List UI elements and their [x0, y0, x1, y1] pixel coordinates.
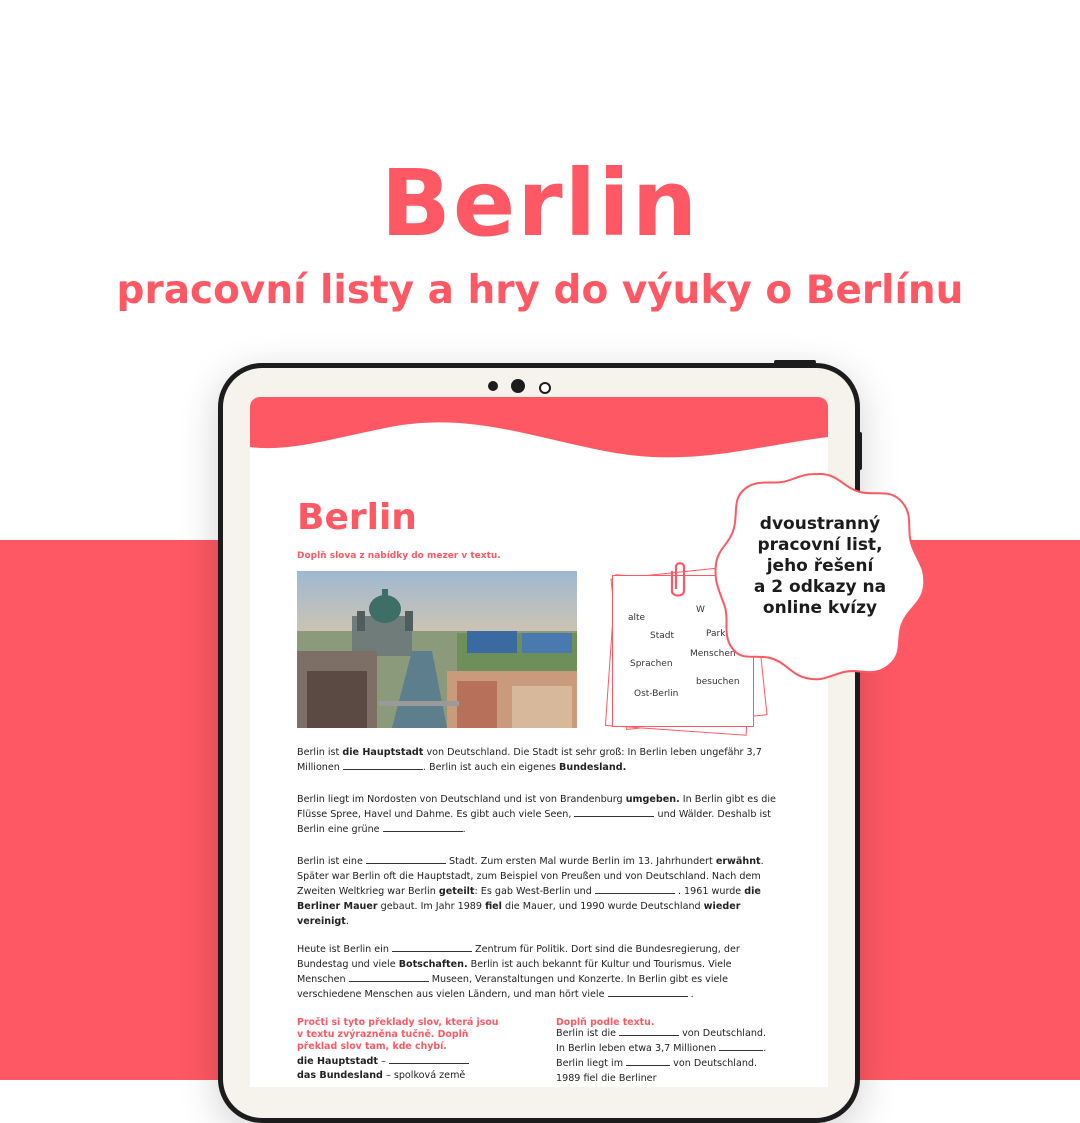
fill-line-3: Berlin liegt im von Deutschland.	[556, 1058, 758, 1069]
translation-line-1: die Hauptstadt –	[297, 1055, 527, 1069]
badge-text: dvoustranný pracovní list, jeho řešení a 2 odkazy na online kvízy	[753, 514, 887, 618]
blank-2[interactable]	[574, 808, 654, 817]
paragraph-4: Heute ist Berlin ein Zentrum für Politik. Dort sind die Bundesregierung, der Bundestag und viele Botschaften. Berlin ist auch bekannt für Kultur und Tourismus. Viele Menschen Museen, Veranstaltungen und Konzerte. In Berlin gibt es viele verschiedene Menschen aus vielen Ländern, und man hört viele .	[297, 944, 740, 1000]
tablet-power-button	[774, 360, 816, 364]
blank-7[interactable]	[349, 973, 429, 982]
word-w: W	[696, 605, 705, 615]
blank-6[interactable]	[392, 943, 472, 952]
fill-blank-1[interactable]	[619, 1027, 679, 1036]
worksheet-title: Berlin	[297, 497, 417, 538]
camera-lens-icon	[511, 379, 525, 393]
word-menschen: Menschen	[690, 649, 736, 659]
header-wave	[250, 397, 828, 467]
word-sprachen: Sprachen	[630, 659, 673, 669]
paperclip-icon	[668, 559, 692, 599]
paragraph-3: Berlin ist eine Stadt. Zum ersten Mal wurde Berlin im 13. Jahrhundert erwähnt. Später war Berlin oft die Hauptstadt, zum Beispiel von Preußen und von Deutschland. Nach dem Zweiten Weltkrieg war Berlin geteilt: Es gab West-Berlin und . 1961 wurde die Berliner Mauer gebaut. Im Jahr 1989 fiel die Mauer, und 1990 wurde Deutschland wieder vereinigt.	[297, 856, 764, 927]
page-subtitle: pracovní listy a hry do výuky o Berlínu	[116, 268, 964, 313]
word-besuchen: besuchen	[696, 677, 740, 687]
sensor-icon	[539, 382, 551, 394]
tablet-volume-button	[858, 432, 862, 470]
berlin-cathedral-photo	[297, 571, 577, 728]
fill-line-4: 1989 fiel die Berliner	[556, 1073, 657, 1084]
word-stadt: Stadt	[650, 631, 674, 641]
blank-8[interactable]	[608, 988, 688, 997]
fill-blank-2[interactable]	[719, 1042, 763, 1051]
page-title: Berlin	[380, 150, 700, 257]
worksheet-instruction: Doplň slova z nabídky do mezer v textu.	[297, 551, 501, 561]
translation-blank-1[interactable]	[389, 1055, 469, 1064]
blank-3[interactable]	[383, 823, 463, 832]
blank-5[interactable]	[595, 885, 675, 894]
translation-line-2: das Bundesland – spolková země	[297, 1070, 466, 1081]
blank-4[interactable]	[366, 855, 446, 864]
fill-line-2: In Berlin leben etwa 3,7 Millionen .	[556, 1043, 767, 1054]
word-park: Park	[706, 629, 726, 639]
blank-1[interactable]	[343, 761, 423, 770]
fill-instruction: Doplň podle textu.	[556, 1017, 655, 1028]
paragraph-1: Berlin ist die Hauptstadt von Deutschland. Die Stadt ist sehr groß: In Berlin leben ungefähr 3,7 Millionen . Berlin ist auch ein eigenes Bundesland.	[297, 747, 762, 773]
translation-instruction: Pročti si tyto překlady slov, která jsou v textu zvýrazněna tučně. Doplň překlad slov tam, kde chybí.	[297, 1017, 499, 1052]
fill-blank-3[interactable]	[626, 1057, 670, 1066]
word-alte: alte	[628, 613, 646, 623]
camera-dot-icon	[488, 381, 498, 391]
fill-line-1: Berlin ist die von Deutschland.	[556, 1028, 767, 1039]
paragraph-2: Berlin liegt im Nordosten von Deutschland und ist von Brandenburg umgeben. In Berlin gibt es die Flüsse Spree, Havel und Dahme. Es gibt auch viele Seen, und Wälder. Deshalb ist Berlin eine grüne .	[297, 794, 776, 835]
word-ost-berlin: Ost-Berlin	[634, 689, 679, 699]
